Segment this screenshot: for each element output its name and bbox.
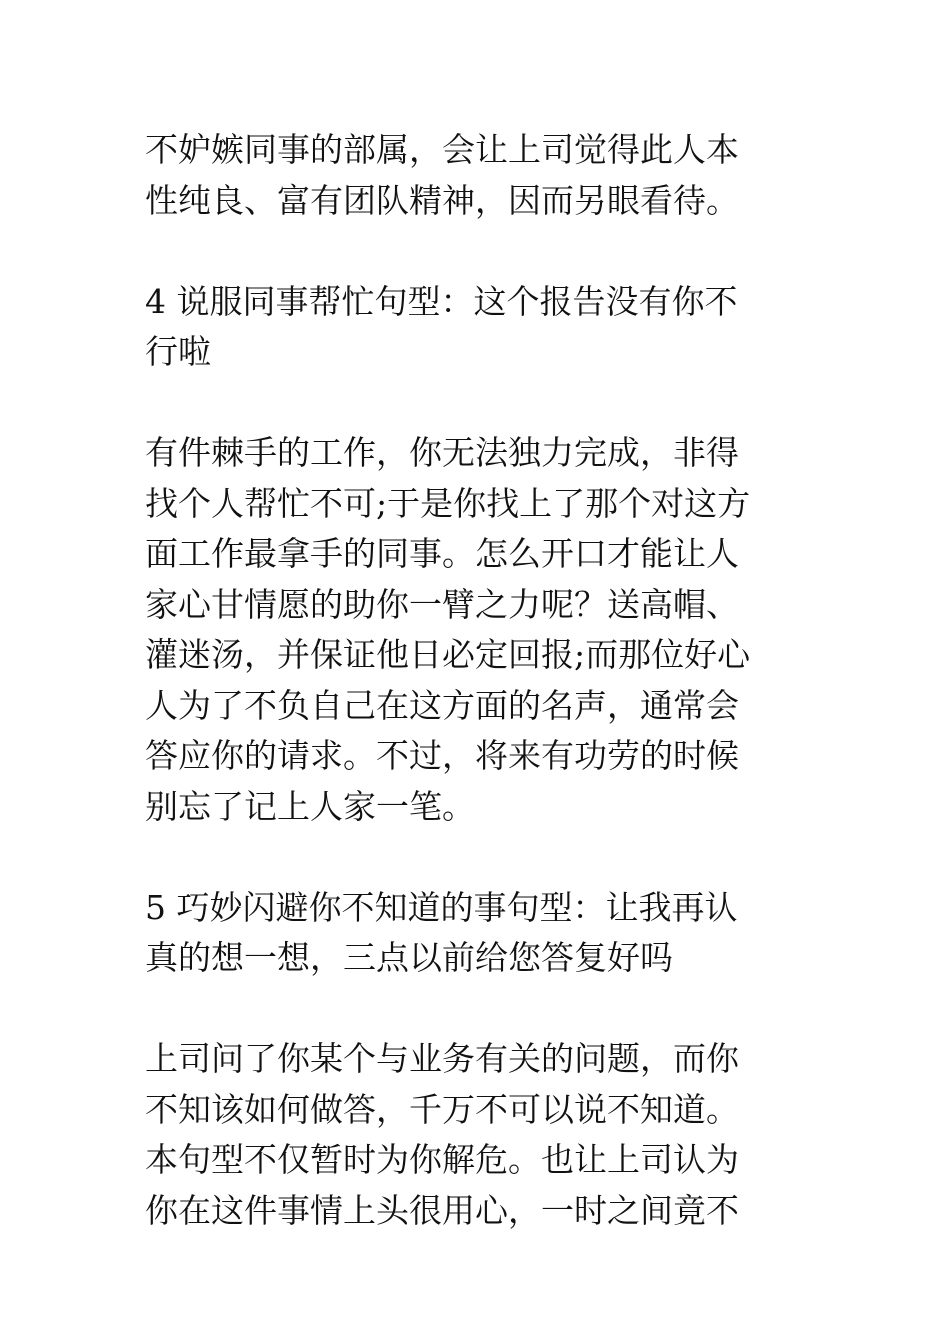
heading-section-5: 5 巧妙闪避你不知道的事句型：让我再认 真的想一想，三点以前给您答复好吗 — [145, 887, 738, 977]
paragraph-section-5: 上司问了你某个与业务有关的问题，而你 不知该如何做答，千万不可以说不知道。 本句型不仅暂时为你解危。也让上司认为 你在这件事情上头很用心，一时之间竟不 — [145, 1039, 739, 1230]
paragraph-section-4: 有件棘手的工作，你无法独力完成，非得 找个人帮忙不可;于是你找上了那个对这方 面工作最拿手的同事。怎么开口才能让人 家心甘情愿的助你一臂之力呢？送高帽、 灌迷汤，并保证他日必定回报;而那位好心 人为了不负自己在这方面的名声，通常会 答应你的请求。不过，将来有功劳的时候 别忘了记上人家一笔。 — [145, 433, 751, 826]
document-body — [145, 125, 815, 1287]
paragraph-intro-coworker: 不妒嫉同事的部属，会让上司觉得此人本 性纯良、富有团队精神，因而另眼看待。 — [145, 130, 739, 220]
heading-section-4: 4 说服同事帮忙句型：这个报告没有你不 行啦 — [145, 281, 738, 371]
